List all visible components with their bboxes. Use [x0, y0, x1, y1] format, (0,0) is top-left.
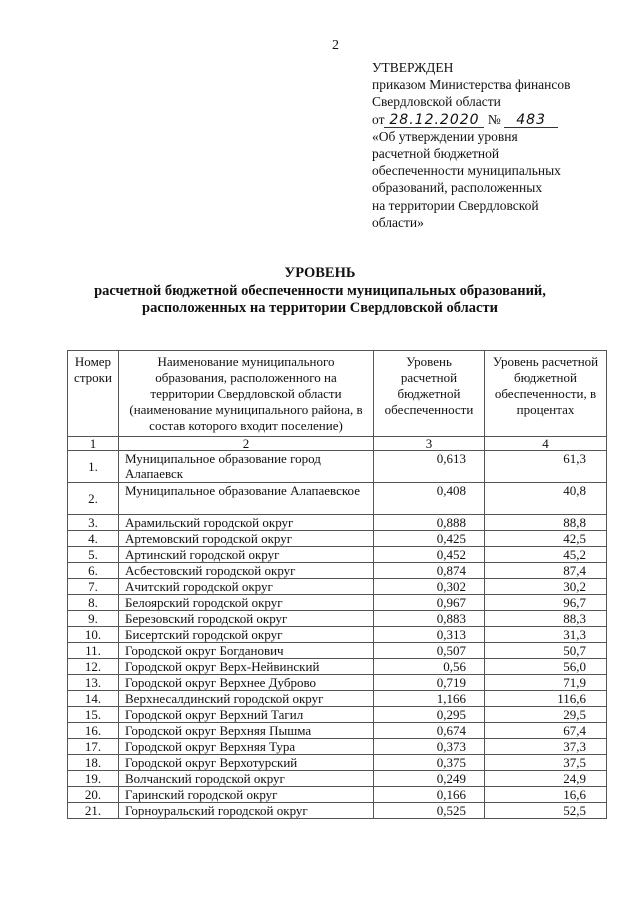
approval-title-line: образований, расположенных — [372, 180, 543, 196]
level-cell: 0,525 — [374, 803, 485, 819]
table-row — [68, 579, 607, 595]
municipality-name-cell: Муниципальное образование Алапаевское — [119, 483, 374, 515]
row-number-cell: 1. — [68, 451, 119, 483]
row-number-cell: 9. — [68, 611, 119, 627]
table-row — [68, 659, 607, 675]
municipality-name-cell: Арамильский городской округ — [119, 515, 374, 531]
table-row — [68, 595, 607, 611]
municipality-name-cell: Артемовский городской округ — [119, 531, 374, 547]
row-number-cell: 18. — [68, 755, 119, 771]
page-number: 2 — [332, 38, 339, 53]
row-number-cell: 5. — [68, 547, 119, 563]
row-number-cell: 3. — [68, 515, 119, 531]
column-numbers-row — [68, 437, 607, 451]
percent-cell: 45,2 — [485, 547, 607, 563]
municipality-name-cell: Городской округ Верхотурский — [119, 755, 374, 771]
header-level-percent: Уровень расчетной бюджетной обеспеченности, в процентах — [485, 351, 607, 437]
table-row — [68, 787, 607, 803]
approval-title-line: области» — [372, 214, 424, 230]
date-prefix: от — [372, 111, 385, 127]
header-municipality-name: Наименование муниципального образования, расположенного на территории Свердловской области (наименование муниципального района, в состав которого входит поселение) — [119, 351, 374, 437]
column-number: 3 — [374, 437, 485, 451]
table-row — [68, 675, 607, 691]
row-number-cell: 19. — [68, 771, 119, 787]
municipality-name-cell: Городской округ Верхняя Пышма — [119, 723, 374, 739]
level-cell: 0,425 — [374, 531, 485, 547]
column-number: 1 — [68, 437, 119, 451]
level-cell: 1,166 — [374, 691, 485, 707]
table-row — [68, 755, 607, 771]
percent-cell: 37,3 — [485, 739, 607, 755]
percent-cell: 71,9 — [485, 675, 607, 691]
municipality-name-cell: Березовский городской округ — [119, 611, 374, 627]
level-cell: 0,408 — [374, 483, 485, 515]
municipality-name-cell: Бисертский городской округ — [119, 627, 374, 643]
percent-cell: 87,4 — [485, 563, 607, 579]
table-row — [68, 483, 607, 515]
level-cell: 0,507 — [374, 643, 485, 659]
table-row — [68, 547, 607, 563]
percent-cell: 16,6 — [485, 787, 607, 803]
column-number: 4 — [485, 437, 607, 451]
municipality-name-cell: Городской округ Верхний Тагил — [119, 707, 374, 723]
data-table — [67, 350, 607, 819]
percent-cell: 67,4 — [485, 723, 607, 739]
table-row — [68, 691, 607, 707]
municipality-name-cell: Городской округ Верх-Нейвинский — [119, 659, 374, 675]
municipality-name-cell: Артинский городской округ — [119, 547, 374, 563]
table-row — [68, 771, 607, 787]
table-row — [68, 643, 607, 659]
table-row — [68, 707, 607, 723]
approval-title-line: «Об утверждении уровня — [372, 128, 518, 144]
percent-cell: 88,3 — [485, 611, 607, 627]
level-cell: 0,249 — [374, 771, 485, 787]
handwritten-number: 483 — [504, 113, 558, 128]
approval-heading: УТВЕРЖДЕН — [372, 60, 454, 75]
table-row — [68, 563, 607, 579]
table-row — [68, 627, 607, 643]
row-number-cell: 17. — [68, 739, 119, 755]
row-number-cell: 20. — [68, 787, 119, 803]
percent-cell: 31,3 — [485, 627, 607, 643]
header-row-number: Номер строки — [68, 351, 119, 437]
row-number-cell: 2. — [68, 483, 119, 515]
level-cell: 0,302 — [374, 579, 485, 595]
municipality-name-cell: Волчанский городской округ — [119, 771, 374, 787]
percent-cell: 24,9 — [485, 771, 607, 787]
row-number-cell: 8. — [68, 595, 119, 611]
municipality-name-cell: Гаринский городской округ — [119, 787, 374, 803]
row-number-cell: 4. — [68, 531, 119, 547]
municipality-name-cell: Верхнесалдинский городской округ — [119, 691, 374, 707]
level-cell: 0,166 — [374, 787, 485, 803]
row-number-cell: 15. — [68, 707, 119, 723]
municipality-name-cell: Муниципальное образование город Алапаевск — [119, 451, 374, 483]
row-number-cell: 12. — [68, 659, 119, 675]
approval-title-line: обеспеченности муниципальных — [372, 163, 561, 179]
approval-title-line: на территории Свердловской — [372, 197, 539, 213]
level-cell: 0,674 — [374, 723, 485, 739]
percent-cell: 30,2 — [485, 579, 607, 595]
row-number-cell: 6. — [68, 563, 119, 579]
table-row — [68, 803, 607, 819]
table-row — [68, 531, 607, 547]
level-cell: 0,883 — [374, 611, 485, 627]
approval-order-line: приказом Министерства финансов — [372, 77, 571, 93]
percent-cell: 116,6 — [485, 691, 607, 707]
row-number-cell: 13. — [68, 675, 119, 691]
percent-cell: 40,8 — [485, 483, 607, 515]
level-cell: 0,373 — [374, 739, 485, 755]
column-number: 2 — [119, 437, 374, 451]
table-row — [68, 739, 607, 755]
table-header-row — [68, 351, 607, 437]
table-row — [68, 451, 607, 483]
percent-cell: 96,7 — [485, 595, 607, 611]
approval-block — [372, 59, 622, 231]
level-cell: 0,874 — [374, 563, 485, 579]
percent-cell: 52,5 — [485, 803, 607, 819]
table-row — [68, 611, 607, 627]
row-number-cell: 10. — [68, 627, 119, 643]
level-cell: 0,613 — [374, 451, 485, 483]
table-row — [68, 515, 607, 531]
row-number-cell: 14. — [68, 691, 119, 707]
level-cell: 0,719 — [374, 675, 485, 691]
percent-cell: 42,5 — [485, 531, 607, 547]
header-level: Уровень расчетной бюджетной обеспеченности — [374, 351, 485, 437]
percent-cell: 29,5 — [485, 707, 607, 723]
approval-title-line: расчетной бюджетной — [372, 146, 500, 162]
table-row — [68, 723, 607, 739]
municipality-name-cell: Городской округ Верхнее Дуброво — [119, 675, 374, 691]
level-cell: 0,888 — [374, 515, 485, 531]
municipality-name-cell: Горноуральский городской округ — [119, 803, 374, 819]
approval-date-line — [372, 111, 622, 128]
level-cell: 0,967 — [374, 595, 485, 611]
percent-cell: 56,0 — [485, 659, 607, 675]
municipality-name-cell: Ачитский городской округ — [119, 579, 374, 595]
handwritten-date: 28.12.2020 — [384, 113, 484, 128]
row-number-cell: 21. — [68, 803, 119, 819]
municipality-name-cell: Асбестовский городской округ — [119, 563, 374, 579]
level-cell: 0,313 — [374, 627, 485, 643]
document-title — [0, 265, 640, 318]
municipality-name-cell: Городской округ Верхняя Тура — [119, 739, 374, 755]
percent-cell: 50,7 — [485, 643, 607, 659]
percent-cell: 61,3 — [485, 451, 607, 483]
level-cell: 0,375 — [374, 755, 485, 771]
level-cell: 0,56 — [374, 659, 485, 675]
approval-region-line: Свердловской области — [372, 94, 501, 110]
number-prefix: № — [487, 111, 501, 127]
document-title-line: расчетной бюджетной обеспеченности муниципальных образований, — [94, 282, 546, 299]
row-number-cell: 11. — [68, 643, 119, 659]
level-cell: 0,295 — [374, 707, 485, 723]
percent-cell: 88,8 — [485, 515, 607, 531]
document-title-line: расположенных на территории Свердловской области — [142, 300, 498, 316]
row-number-cell: 7. — [68, 579, 119, 595]
row-number-cell: 16. — [68, 723, 119, 739]
percent-cell: 37,5 — [485, 755, 607, 771]
municipality-name-cell: Белоярский городской округ — [119, 595, 374, 611]
municipality-name-cell: Городской округ Богданович — [119, 643, 374, 659]
level-cell: 0,452 — [374, 547, 485, 563]
document-title-line: УРОВЕНЬ — [284, 265, 356, 281]
